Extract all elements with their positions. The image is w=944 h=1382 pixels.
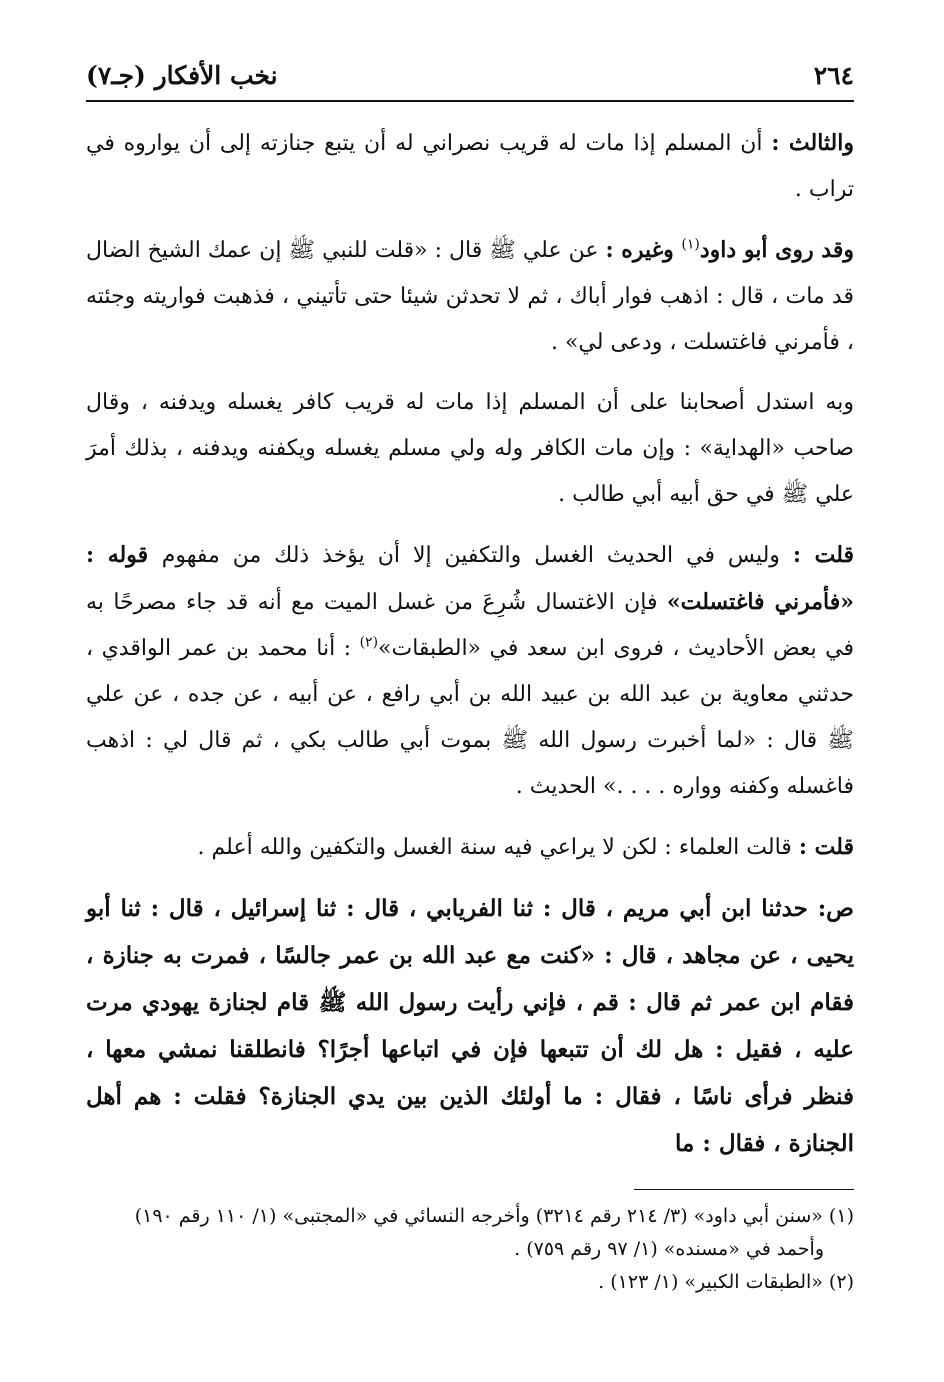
- paragraph-commentary: [86, 532, 854, 810]
- hadith-body: ص: حدثنا ابن أبي مريم ، قال : ثنا الفريابي ، قال : ثنا إسرائيل ، قال : ثنا أبو يحيى ، عن مجاهد ، قال : «كنت مع عبد الله بن عمر جالسًا ، فمرت به جنازة ، فقام ابن عمر ثم قال : قم ، فإني رأيت رسول الله ﷺ قام لجنازة يهودي مرت عليه ، فقيل : هل لك أن تتبعها فإن في اتباعها أجرًا؟ فانطلقنا نمشي معها ، فنظر فرأى ناسًا ، فقال : ما أولئك الذين بين يدي الجنازة؟ فقلت : هم أهل الجنازة ، فقال : ما: [86, 895, 854, 1157]
- footnote-line: وأحمد في «مسنده» (١/ ٩٧ رقم ٧٥٩) .: [514, 1238, 824, 1260]
- header-rule: [86, 100, 854, 102]
- footnote-line: (١) «سنن أبي داود» (٣/ ٢١٤ رقم ٣٢١٤) وأخرجه النسائي في «المجتبى» (١/ ١١٠ رقم ١٩٠): [134, 1205, 854, 1227]
- paragraph-lead: وقد روى أبو داود: [699, 237, 854, 263]
- paragraph-text: وليس في الحديث الغسل والتكفين إلا أن يؤخذ ذلك من مفهوم: [161, 543, 793, 568]
- hadith-text: [86, 885, 854, 1167]
- paragraph-text: وبه استدل أصحابنا على أن المسلم إذا مات له قريب كافر يغسله ويدفنه ، وقال صاحب «الهداية» : وإن مات الكافر وله ولي مسلم يغسله ويكفنه ويدفنه ، بذلك أمرَ علي ﷺ في حق أبيه أبي طالب .: [86, 390, 854, 507]
- paragraph-lead: والثالث :: [771, 130, 854, 156]
- paragraph-text: أن المسلم إذا مات له قريب نصراني له أن يتبع جنازته إلى أن يواروه في تراب .: [86, 131, 854, 202]
- footnote-ref-1[interactable]: (١): [681, 236, 700, 253]
- paragraph-abu-dawud: [86, 227, 854, 366]
- footnote-separator: [634, 1189, 854, 1190]
- running-title: نخب الأفكار (جـ٧): [86, 61, 278, 90]
- paragraph-quote: قوله : «فأمرني فاغتسلت»: [86, 542, 854, 615]
- paragraph-lead-2: وغيره :: [605, 237, 682, 263]
- footnote-ref-2[interactable]: (٢): [359, 634, 379, 651]
- page-number: ٢٦٤: [813, 61, 854, 90]
- paragraph-lead: قلت :: [792, 542, 854, 568]
- footnotes: [86, 1200, 854, 1299]
- paragraph-text-2: فإن الاغتسال شُرِعَ من غسل الميت مع أنه قد جاء مصرحًا به في بعض الأحاديث ، فروى ابن سعد في «الطبقات»: [86, 590, 854, 661]
- footnote-2: [86, 1266, 854, 1299]
- paragraph-lead: قلت :: [798, 834, 854, 860]
- paragraph-text-3: : أنا محمد بن عمر الواقدي ، حدثني معاوية بن عبد الله بن عبيد الله بن أبي رافع ، عن أبيه ، عن جده ، عن علي ﷺ قال : «لما أخبرت رسول الله ﷺ بموت أبي طالب بكي ، ثم قال لي : اذهب فاغسله وكفنه وواره . . . .» الحديث .: [86, 636, 854, 799]
- paragraph-ulama: [86, 824, 854, 871]
- main-text: [86, 120, 854, 1167]
- paragraph-text: قالت العلماء : لكن لا يراعي فيه سنة الغسل والتكفين والله أعلم .: [197, 835, 799, 860]
- page-header: [86, 52, 854, 96]
- paragraph-third-point: [86, 120, 854, 213]
- paragraph-text: عن علي ﷺ قال : «قلت للنبي ﷺ إن عمك الشيخ الضال قد مات ، قال : اذهب فوار أباك ، ثم لا تحدثن شيئا حتى تأتيني ، فذهبت فواريته وجئته ، فأمرني فاغتسلت ، ودعى لي» .: [86, 238, 854, 355]
- paragraph-hidaya: [86, 380, 854, 518]
- footnote-line: (٢) «الطبقات الكبير» (١/ ١٢٣) .: [598, 1271, 854, 1293]
- footnote-1: [86, 1200, 854, 1266]
